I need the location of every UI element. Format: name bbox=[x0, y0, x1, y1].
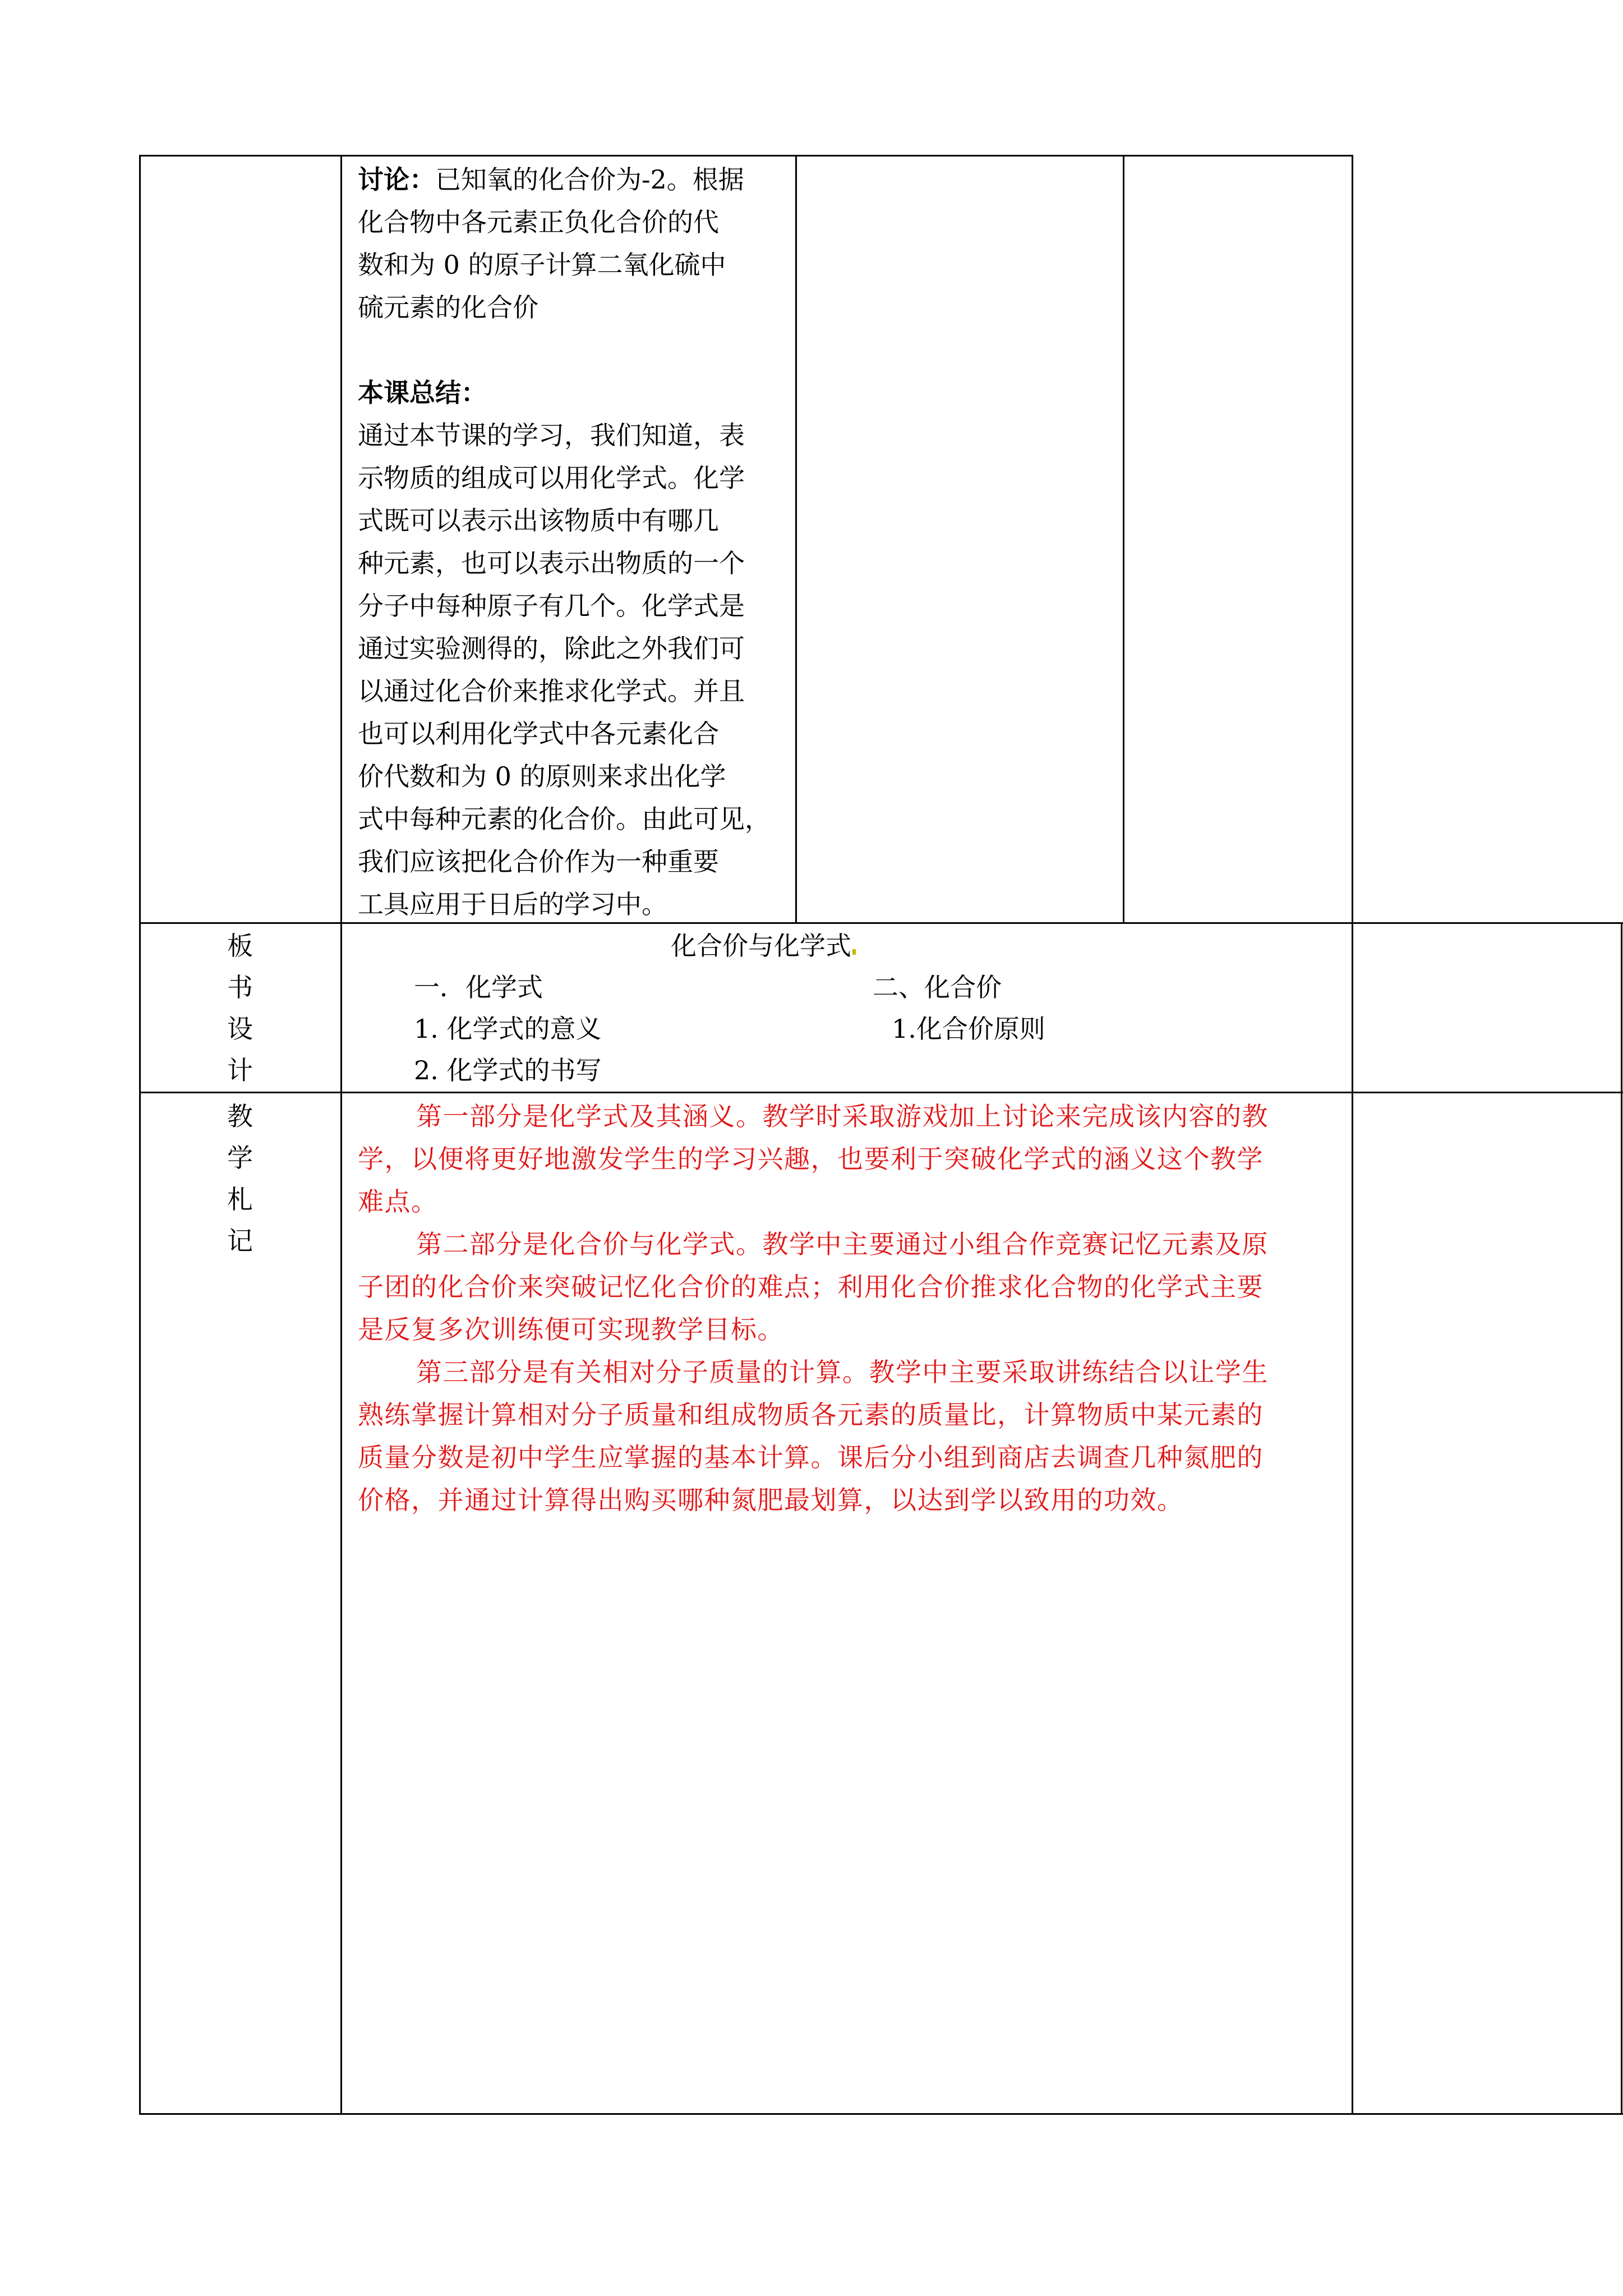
teaching-notes-label-char: 记 bbox=[227, 1226, 253, 1256]
teaching-notes-line: 第一部分是化学式及其涵义。教学时采取游戏加上讨论来完成该内容的教 bbox=[416, 1101, 1269, 1131]
summary-line: 价代数和为 0 的原则来求出化学 bbox=[358, 761, 726, 792]
grid-line bbox=[139, 155, 1353, 157]
cursor-mark bbox=[852, 949, 856, 955]
teaching-notes-line: 是反复多次训练便可实现教学目标。 bbox=[358, 1314, 784, 1345]
teaching-notes-line: 学，以便将更好地激发学生的学习兴趣，也要利于突破化学式的涵义这个教学 bbox=[358, 1144, 1264, 1174]
summary-line: 式中每种元素的化合价。由此可见， bbox=[358, 804, 771, 834]
summary-line: 工具应用于日后的学习中。 bbox=[358, 889, 667, 919]
board-right-item: 1.化合价原则 bbox=[892, 1014, 1045, 1044]
summary-line: 通过实验测得的，除此之外我们可 bbox=[358, 633, 745, 664]
board-left-item: 1. 化学式的意义 bbox=[414, 1014, 602, 1044]
discussion-line: 化合物中各元素正负化合价的代 bbox=[358, 207, 719, 237]
discussion-line: 数和为 0 的原子计算二氧化硫中 bbox=[358, 250, 726, 280]
summary-line: 通过本节课的学习，我们知道，表 bbox=[358, 420, 745, 450]
teaching-notes-label-char: 札 bbox=[227, 1184, 253, 1214]
summary-line: 分子中每种原子有几个。化学式是 bbox=[358, 591, 745, 621]
teaching-notes-line: 第三部分是有关相对分子质量的计算。教学中主要采取讲练结合以让学生 bbox=[416, 1357, 1269, 1387]
teaching-notes-line: 价格，并通过计算得出购买哪种氮肥最划算，以达到学以致用的功效。 bbox=[358, 1485, 1184, 1515]
board-design-title-text: 化合价与化学式 bbox=[671, 931, 851, 961]
board-design-label-char: 设 bbox=[227, 1014, 253, 1044]
grid-line bbox=[795, 155, 797, 923]
summary-line: 以通过化合价来推求化学式。并且 bbox=[358, 676, 745, 706]
teaching-notes-line: 熟练掌握计算相对分子质量和组成物质各元素的质量比，计算物质中某元素的 bbox=[358, 1400, 1264, 1430]
grid-line bbox=[1621, 922, 1622, 2114]
teaching-notes-line: 难点。 bbox=[358, 1186, 438, 1217]
summary-title: 本课总结： bbox=[358, 378, 487, 408]
grid-line bbox=[139, 155, 141, 2114]
board-right-heading: 二、化合价 bbox=[873, 972, 1002, 1002]
teaching-notes-line: 质量分数是初中学生应掌握的基本计算。课后分小组到商店去调查几种氮肥的 bbox=[358, 1442, 1264, 1473]
discussion-text: 已知氧的化合价为-2。根据 bbox=[435, 164, 744, 195]
discussion-line: 硫元素的化合价 bbox=[358, 292, 538, 323]
summary-line: 式既可以表示出该物质中有哪几 bbox=[358, 505, 719, 536]
teaching-notes-label-char: 教 bbox=[227, 1101, 253, 1131]
summary-line: 也可以利用化学式中各元素化合 bbox=[358, 719, 719, 749]
grid-line bbox=[340, 155, 342, 2114]
board-left-heading: 一．化学式 bbox=[414, 972, 543, 1002]
summary-line: 种元素，也可以表示出物质的一个 bbox=[358, 548, 745, 578]
board-design-label-char: 书 bbox=[227, 972, 253, 1002]
teaching-notes-line: 子团的化合价来突破记忆化合价的难点；利用化合价推求化合物的化学式主要 bbox=[358, 1272, 1264, 1302]
board-design-label-char: 计 bbox=[227, 1055, 253, 1085]
grid-line bbox=[139, 2113, 1623, 2115]
board-left-item: 2. 化学式的书写 bbox=[414, 1055, 602, 1085]
grid-line bbox=[1352, 155, 1353, 2114]
grid-line bbox=[139, 1092, 1623, 1093]
board-design-title bbox=[671, 924, 856, 967]
summary-line: 我们应该把化合价作为一种重要 bbox=[358, 846, 719, 877]
discussion-label: 讨论： bbox=[358, 164, 435, 195]
grid-line bbox=[1123, 155, 1124, 923]
teaching-notes-line: 第二部分是化合价与化学式。教学中主要通过小组合作竞赛记忆元素及原 bbox=[416, 1229, 1269, 1259]
board-design-label-char: 板 bbox=[227, 931, 253, 961]
teaching-notes-label-char: 学 bbox=[227, 1143, 253, 1173]
summary-line: 示物质的组成可以用化学式。化学 bbox=[358, 463, 745, 493]
discussion-line bbox=[358, 158, 744, 201]
